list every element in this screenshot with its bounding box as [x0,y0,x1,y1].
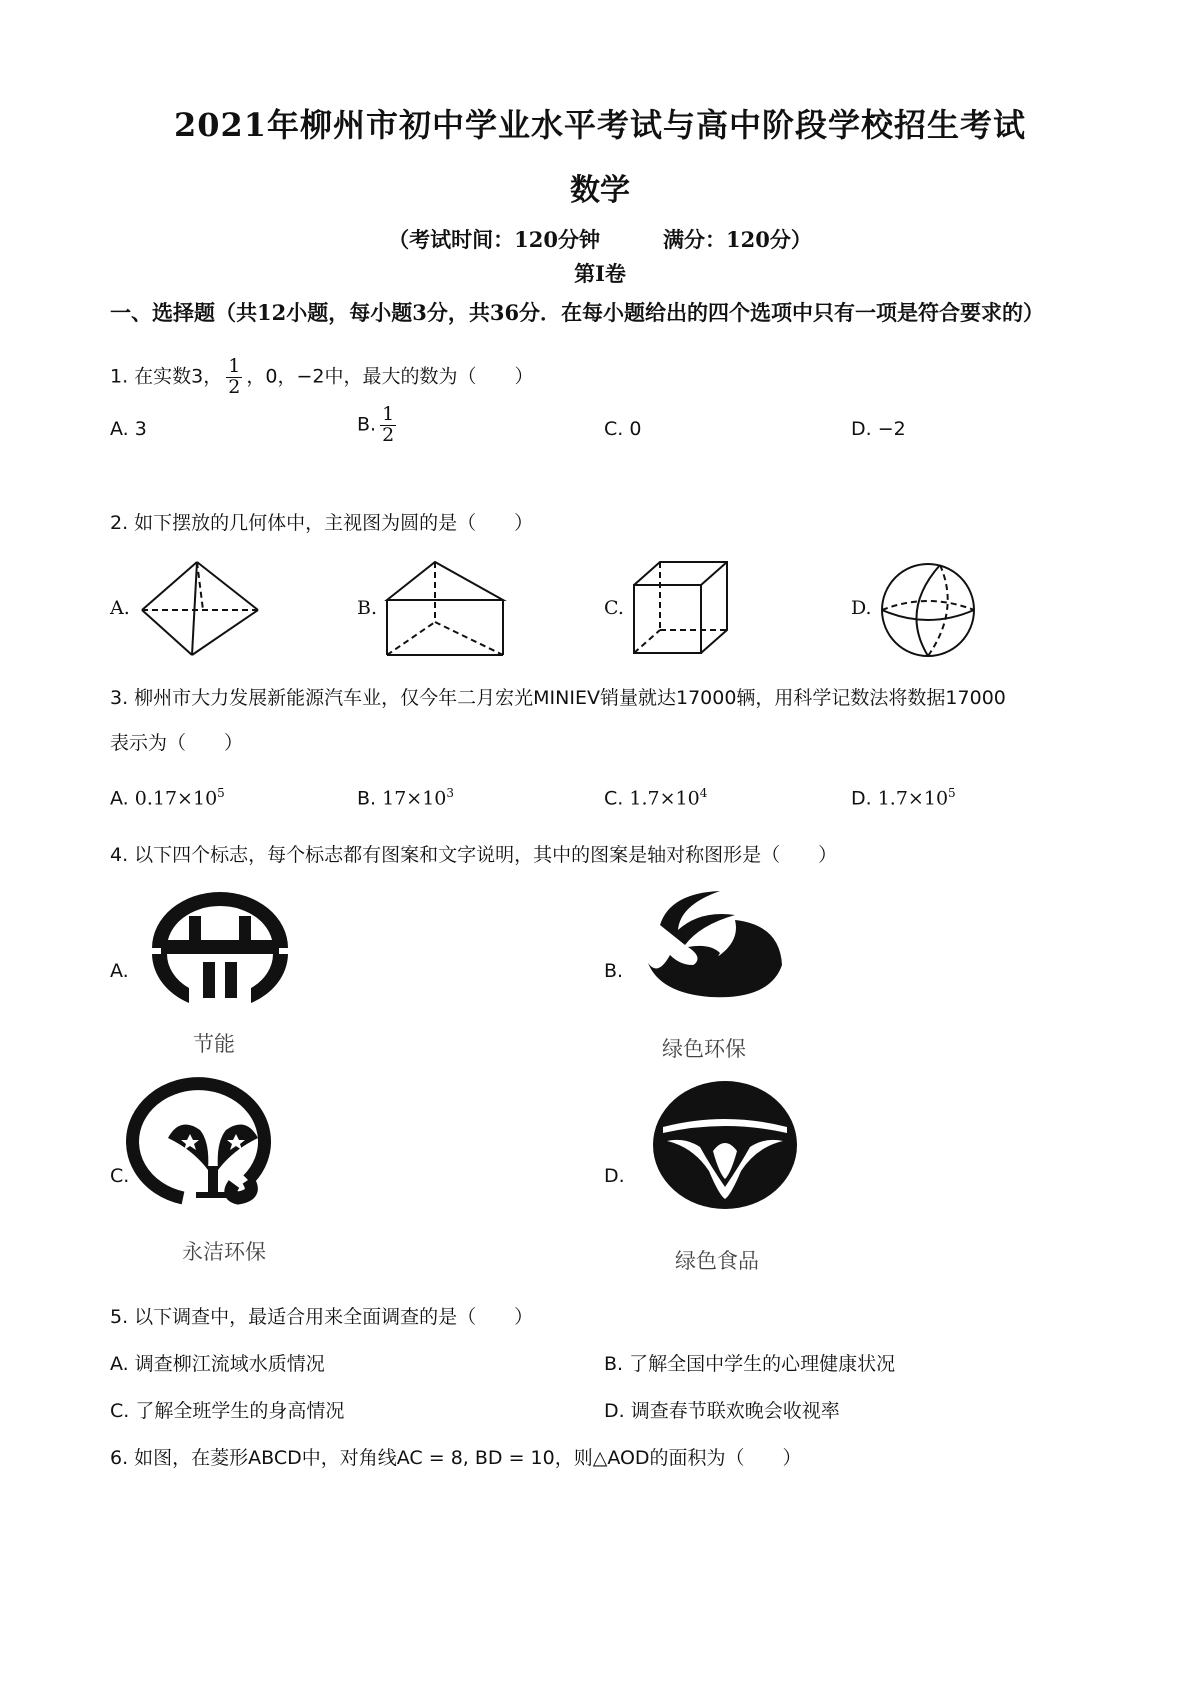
q2-option-a[interactable]: A. [110,597,130,619]
q1-option-a[interactable]: A. 3 [110,418,147,440]
q3-option-b[interactable]: B. $17\times 10^3$ [357,786,455,810]
question-2: 2. 如下摆放的几何体中，主视图为圆的是（ ） [110,512,534,534]
question-5: 5. 以下调查中，最适合用来全面调查的是（ ） [110,1306,534,1328]
green-food-logo-icon [645,1075,805,1215]
q3-option-d[interactable]: D. $1.7\times 10^5$ [851,786,956,810]
q4-option-c[interactable]: C. [110,1165,130,1187]
logo-caption-d: 绿色食品 [675,1249,759,1273]
question-1 [110,357,533,398]
subject-title: 数学 [570,173,630,208]
logo-caption-b: 绿色环保 [662,1037,746,1061]
energy-saving-logo-icon [147,888,293,1008]
q5-option-a[interactable]: A. 调查柳江流域水质情况 [110,1353,325,1375]
q3-option-c[interactable]: C. $1.7\times 10^4$ [604,786,708,810]
q1-prefix: 1. 在实数3， [110,365,223,388]
exam-info: （考试时间：120分钟 满分：120分） [388,227,812,252]
q2-option-d[interactable]: D. [851,597,872,619]
prism-figure [385,560,505,660]
clean-environment-logo-icon [138,1080,288,1210]
q5-option-d[interactable]: D. 调查春节联欢晚会收视率 [604,1400,840,1422]
question-3-line2: 表示为（ ） [110,732,244,754]
q5-option-b[interactable]: B. 了解全国中学生的心理健康状况 [604,1353,896,1375]
exam-title: 2021年柳州市初中学业水平考试与高中阶段学校招生考试 [173,106,1027,144]
q1-option-d[interactable]: D. −2 [851,418,906,440]
question-3-line1: 3. 柳州市大力发展新能源汽车业，仅今年二月宏光MINIEV销量就达17000辆，用科学记数法将数据17000 [110,687,1006,709]
q1-option-c[interactable]: C. 0 [604,418,642,440]
q4-option-a[interactable]: A. [110,960,129,982]
cube-figure [632,560,732,660]
q2-option-c[interactable]: C. [604,597,624,619]
q1-option-b[interactable]: B. $\frac{1}{2}$ [357,403,395,446]
pyramid-figure [140,560,260,660]
logo-caption-a: 节能 [193,1032,235,1056]
section-heading: 一、选择题（共12小题，每小题3分，共36分．在每小题给出的四个选项中只有一项是符合要求的） [110,300,1045,325]
question-4: 4. 以下四个标志，每个标志都有图案和文字说明，其中的图案是轴对称图形是（ ） [110,844,838,866]
logo-caption-c: 永洁环保 [182,1240,266,1264]
q5-option-c[interactable]: C. 了解全班学生的身高情况 [110,1400,345,1422]
green-environment-logo-icon [640,885,790,1010]
q1-suffix: ，0，−2中，最大的数为（ ） [246,365,534,388]
q2-option-b[interactable]: B. [357,597,378,619]
volume-label: 第Ⅰ卷 [574,261,626,286]
q4-option-b[interactable]: B. [604,960,624,982]
q1-fraction: $\frac{1}{2}$ [228,355,241,398]
question-6: 6. 如图，在菱形ABCD中，对角线AC = 8, BD = 10，则△AOD的面积为（ ） [110,1447,802,1469]
sphere-figure [880,562,976,658]
q4-option-d[interactable]: D. [604,1165,625,1187]
q3-option-a[interactable]: A. $0.17\times 10^5$ [110,786,225,810]
